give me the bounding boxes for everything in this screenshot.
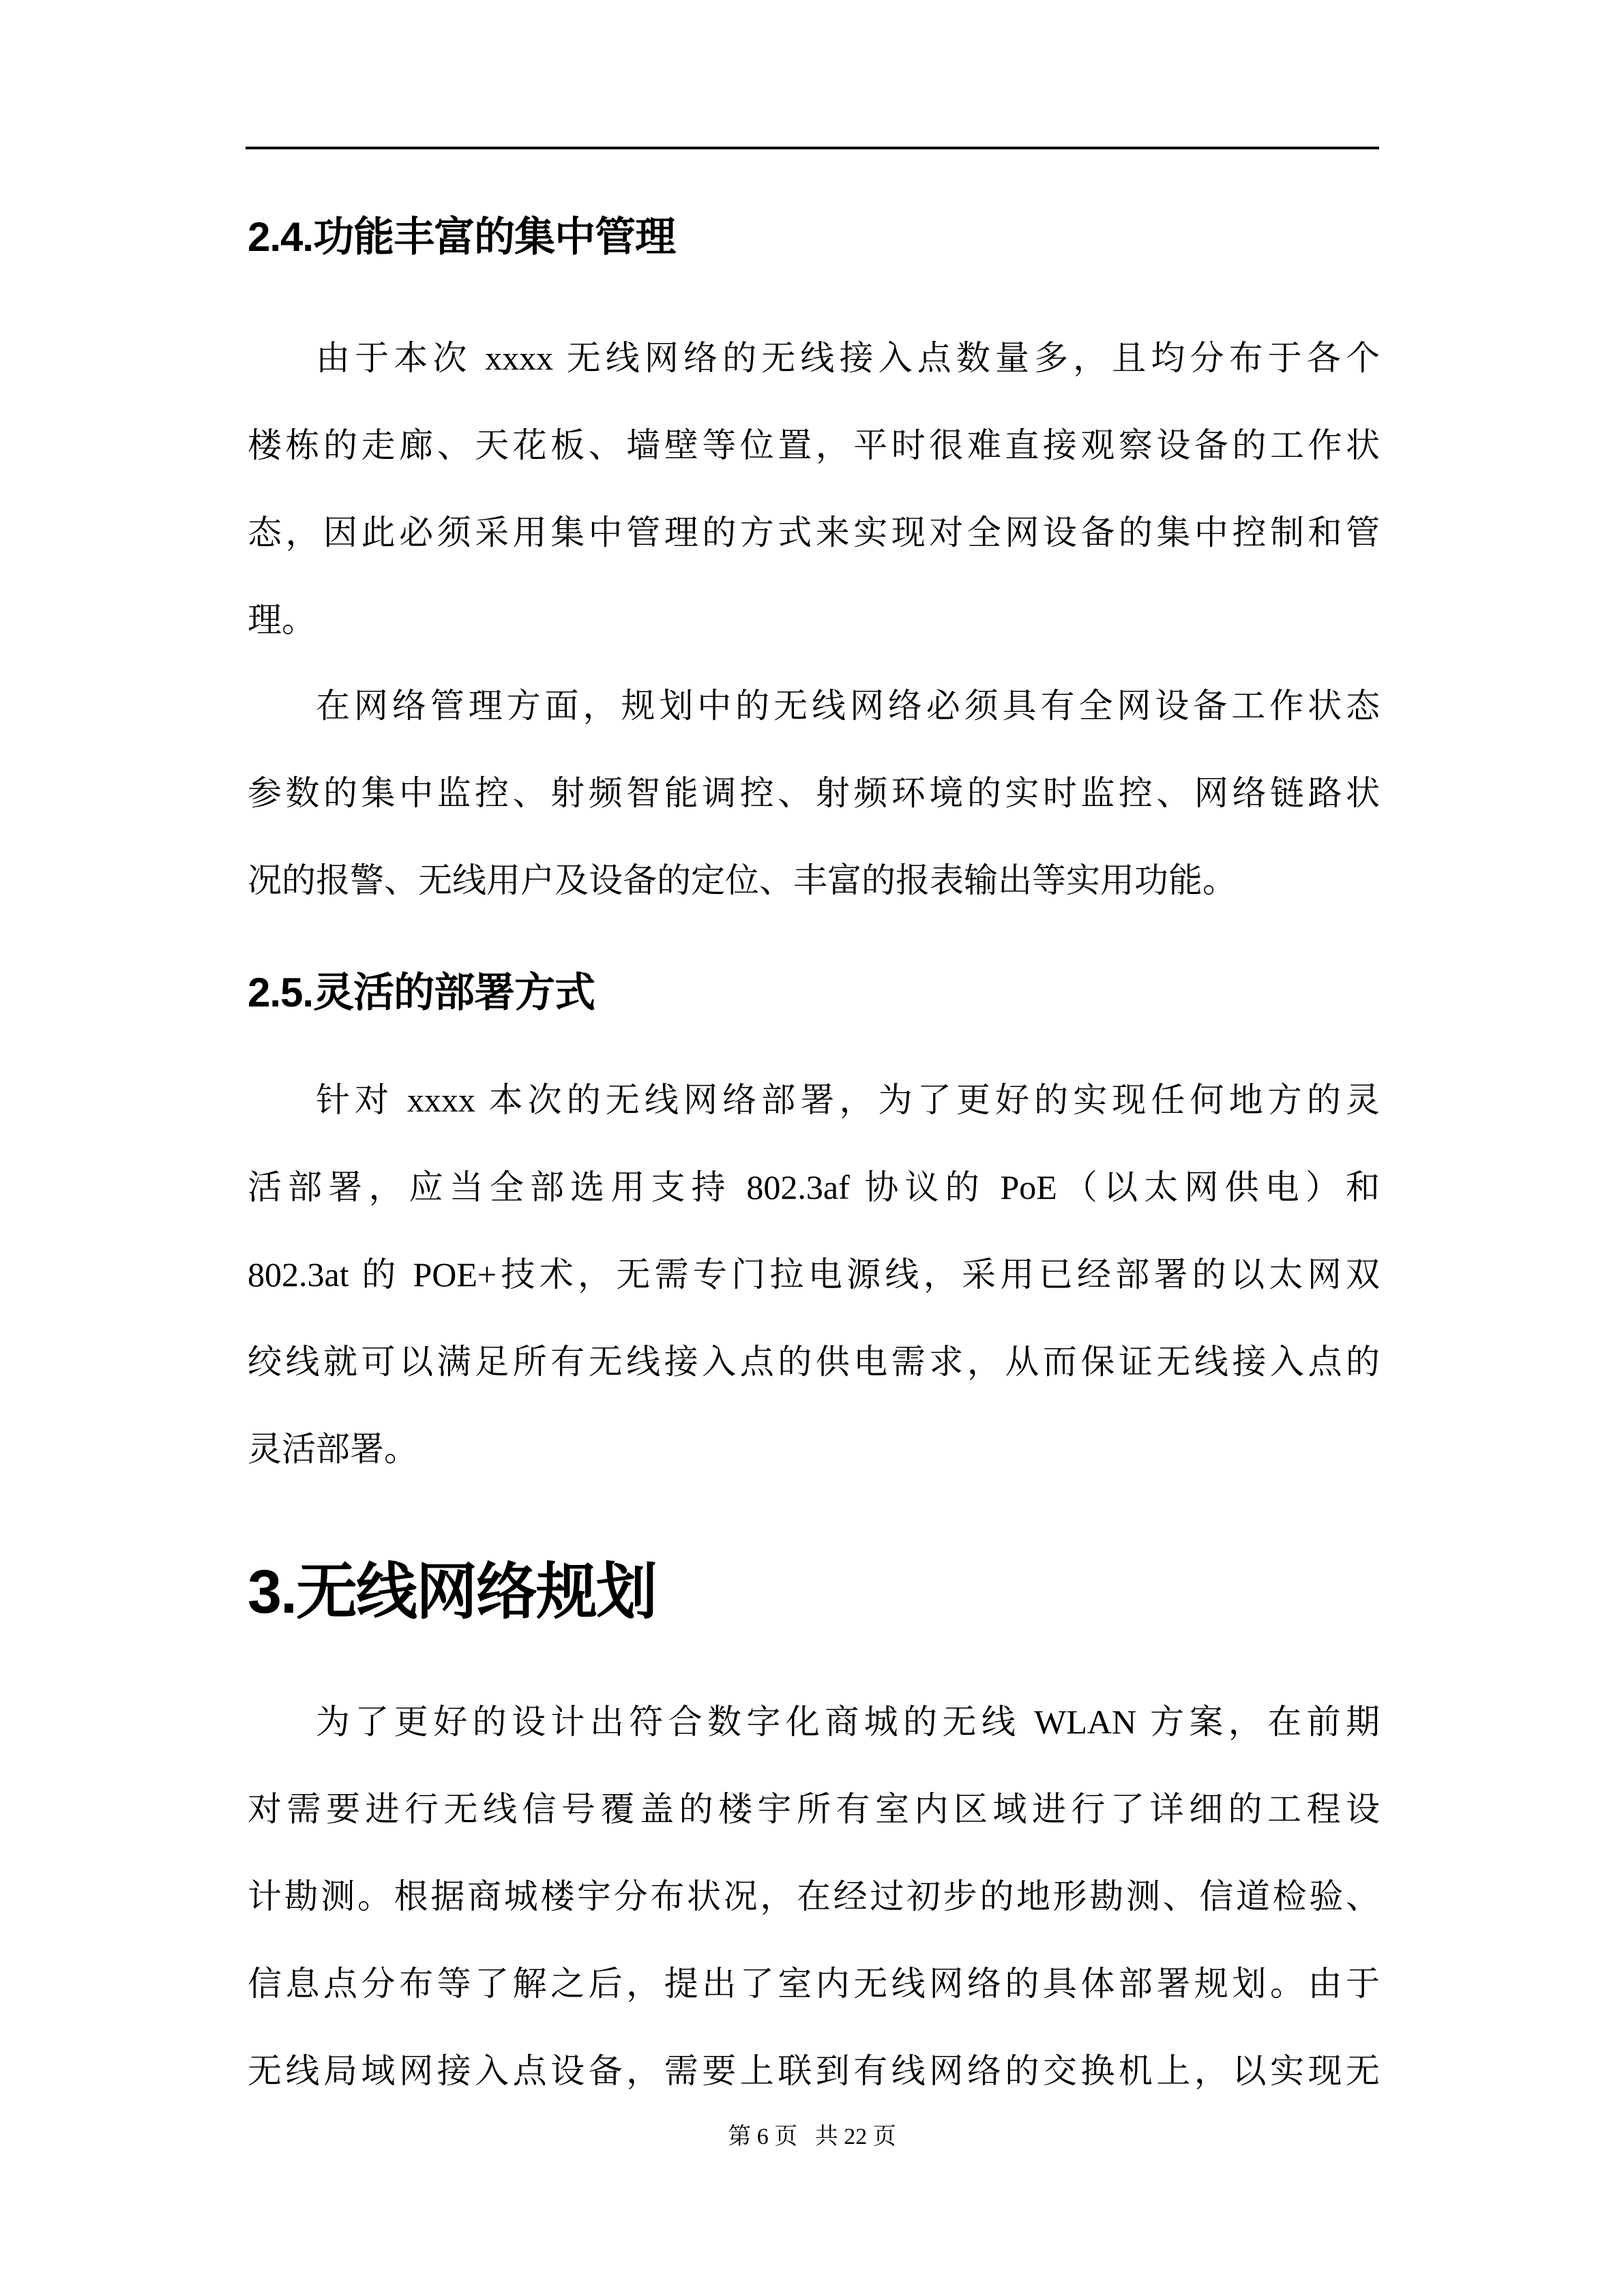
paragraph-line: 活部署，应当全部选用支持 802.3af 协议的 PoE（以太网供电）和 xyxy=(248,1168,1380,1206)
paragraph-line: 为了更好的设计出符合数字化商城的无线 WLAN 方案，在前期 xyxy=(316,1703,1380,1741)
chapter-heading-3: 3.无线网络规划 xyxy=(248,1558,657,1626)
paragraph-line: 信息点分布等了解之后，提出了室内无线网络的具体部署规划。由于 xyxy=(248,1965,1380,2003)
header-rule xyxy=(246,147,1379,149)
paragraph-line: 由于本次 xxxx 无线网络的无线接入点数量多，且均分布于各个 xyxy=(316,339,1380,377)
paragraph-line: 在网络管理方面，规划中的无线网络必须具有全网设备工作状态 xyxy=(316,687,1380,725)
paragraph-line: 理。 xyxy=(248,601,316,639)
paragraph-line: 针对 xxxx 本次的无线网络部署，为了更好的实现任何地方的灵 xyxy=(316,1081,1380,1119)
paragraph-line: 对需要进行无线信号覆盖的楼宇所有室内区域进行了详细的工程设 xyxy=(248,1790,1380,1828)
paragraph-line: 楼栋的走廊、天花板、墙壁等位置，平时很难直接观察设备的工作状 xyxy=(248,426,1380,464)
paragraph-line: 计勘测。根据商城楼宇分布状况，在经过初步的地形勘测、信道检验、 xyxy=(248,1877,1380,1915)
paragraph-line: 无线局域网接入点设备，需要上联到有线网络的交换机上，以实现无 xyxy=(248,2052,1380,2090)
paragraph-line: 灵活部署。 xyxy=(248,1430,418,1468)
section-heading-2-5: 2.5.灵活的部署方式 xyxy=(248,970,595,1015)
paragraph-line: 况的报警、无线用户及设备的定位、丰富的报表输出等实用功能。 xyxy=(248,861,1237,899)
section-heading-2-4: 2.4.功能丰富的集中管理 xyxy=(248,214,676,260)
paragraph-line: 参数的集中监控、射频智能调控、射频环境的实时监控、网络链路状 xyxy=(248,774,1380,812)
page-footer: 第 6 页 共 22 页 xyxy=(728,2124,896,2149)
paragraph-line: 绞线就可以满足所有无线接入点的供电需求，从而保证无线接入点的 xyxy=(248,1343,1380,1381)
paragraph-line: 态，因此必须采用集中管理的方式来实现对全网设备的集中控制和管 xyxy=(248,513,1380,552)
paragraph-line: 802.3at 的 POE+技术，无需专门拉电源线，采用已经部署的以太网双 xyxy=(248,1255,1380,1294)
